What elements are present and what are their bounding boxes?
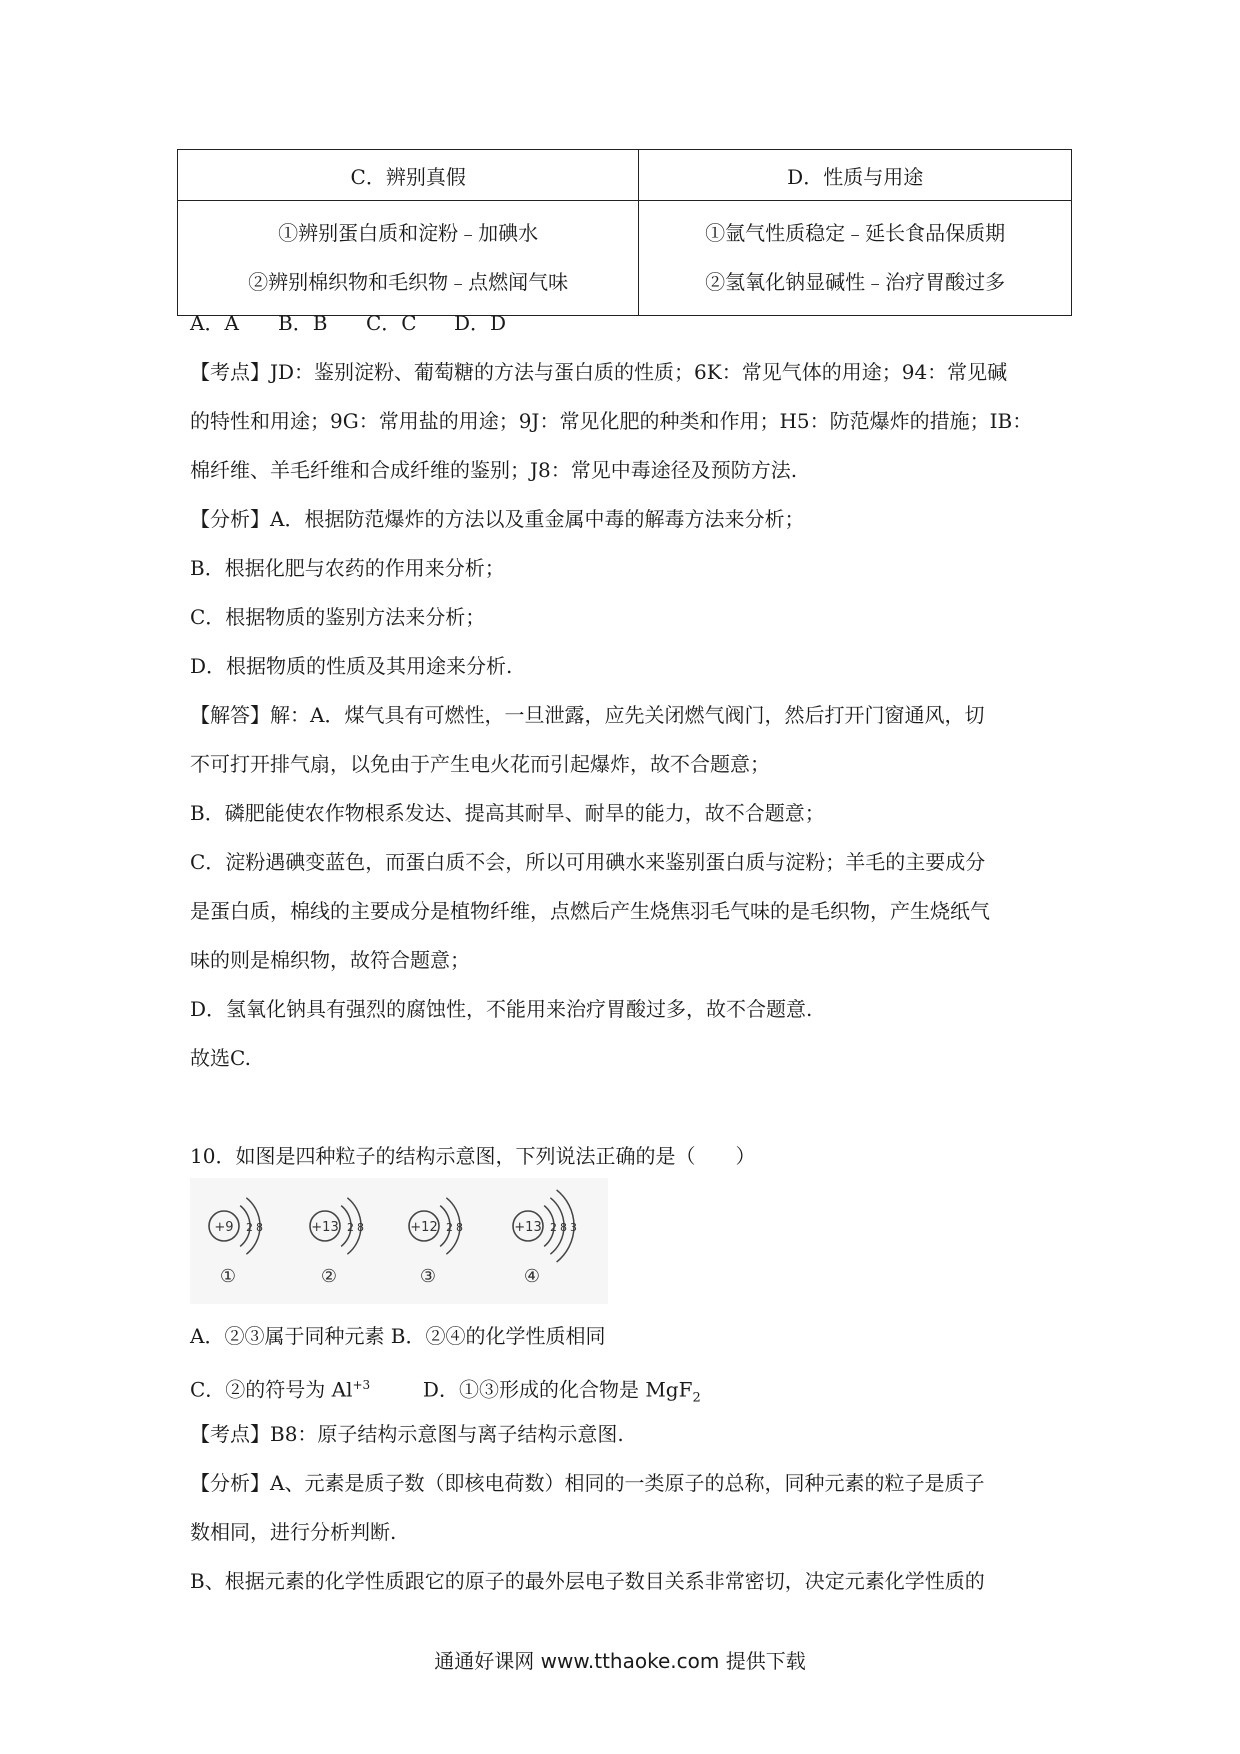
electron-count: 8 [560,1221,567,1234]
choice-c-text: C．②的符号为 Al [190,1377,353,1402]
table-line: ①辨别蛋白质和淀粉﹣加碘水 [278,221,539,245]
q9-kaodian-line: 【考点】JD：鉴别淀粉、葡萄糖的方法与蛋白质的性质；6K：常见气体的用途；94：常见碱 [190,360,1008,384]
q9-jieda-line: 是蛋白质，棉线的主要成分是植物纤维，点燃后产生烧焦羽毛气味的是毛织物，产生烧纸气 [190,899,990,923]
diagram-background [190,1178,608,1304]
electron-count: 3 [570,1221,577,1234]
q10-fenxi-line: B、根据元素的化学性质跟它的原子的最外层电子数目关系非常密切，决定元素化学性质的 [190,1569,985,1593]
choice-d-text: D．①③形成的化合物是 MgF [422,1377,693,1402]
choice-b: B．B [278,311,328,335]
electron-count: 2 [446,1221,453,1234]
electron-count: 2 [246,1221,253,1234]
q9-fenxi-line: D．根据物质的性质及其用途来分析. [190,654,513,678]
table-line: ①氩气性质稳定﹣延长食品保质期 [705,221,1006,245]
q9-jieda-line: D．氢氧化钠具有强烈的腐蚀性，不能用来治疗胃酸过多，故不合题意. [190,997,813,1021]
q9-choices [190,309,506,337]
q9-jieda-line: 【解答】解：A．煤气具有可燃性，一旦泄露，应先关闭燃气阀门，然后打开门窗通风，切 [190,703,985,727]
electron-count: 8 [456,1221,463,1234]
particle-label: ② [320,1266,338,1287]
particle-label: ③ [419,1266,437,1287]
electron-count: 8 [357,1221,364,1234]
nucleus-charge: +13 [311,1220,339,1235]
table-header-row [178,150,1072,201]
table-body-row [178,201,1072,316]
q9-fenxi-line: C．根据物质的鉴别方法来分析； [190,605,486,629]
choice-c: C．C [366,311,417,335]
nucleus-charge: +12 [410,1220,438,1235]
electron-count: 2 [550,1221,557,1234]
q10-choices-cd [190,1371,701,1413]
q9-jieda-line: 味的则是棉织物，故符合题意； [190,948,470,972]
choice-d-subscript: 2 [692,1390,701,1406]
page-footer: 通通好课网 www.tthaoke.com 提供下载 [434,1649,806,1673]
table-line: ②氢氧化钠显碱性﹣治疗胃酸过多 [705,270,1006,294]
q9-fenxi-line: B．根据化肥与农药的作用来分析； [190,556,505,580]
particle-structure-diagram [190,1178,608,1304]
q9-jieda-line: C．淀粉遇碘变蓝色，而蛋白质不会，所以可用碘水来鉴别蛋白质与淀粉；羊毛的主要成分 [190,850,986,874]
choice-d: D．D [454,311,507,335]
q9-kaodian-line: 棉纤维、羊毛纤维和合成纤维的鉴别；J8：常见中毒途径及预防方法. [190,458,798,482]
electron-count: 2 [347,1221,354,1234]
q10-fenxi-line: 数相同，进行分析判断. [190,1520,397,1544]
q10-stem: 10．如图是四种粒子的结构示意图，下列说法正确的是（ ） [190,1144,756,1168]
q10-fenxi-line: 【分析】A、元素是质子数（即核电荷数）相同的一类原子的总称，同种元素的粒子是质子 [190,1471,985,1495]
q9-fenxi-line: 【分析】A．根据防范爆炸的方法以及重金属中毒的解毒方法来分析； [190,507,805,531]
nucleus-charge: +9 [214,1220,234,1235]
particle-label: ④ [523,1266,541,1287]
q9-jieda-line: 不可打开排气扇，以免由于产生电火花而引起爆炸，故不合题意； [190,752,770,776]
particle-label: ① [219,1266,237,1287]
q9-answer-line: 故选C. [190,1046,251,1070]
choice-a: A．A [190,311,239,335]
table-cell-d [639,201,1072,316]
table-header-c: C．辨别真假 [178,150,639,201]
q9-kaodian-line: 的特性和用途；9G：常用盐的用途；9J：常见化肥的种类和作用；H5：防范爆炸的措施；IB： [190,409,1033,433]
electron-count: 8 [256,1221,263,1234]
q10-choices-ab: A．②③属于同种元素 B．②④的化学性质相同 [190,1324,606,1348]
q10-kaodian: 【考点】B8：原子结构示意图与离子结构示意图. [190,1422,624,1446]
q9-jieda-line: B．磷肥能使农作物根系发达、提高其耐旱、耐旱的能力，故不合题意； [190,801,825,825]
options-table [177,149,1072,316]
table-line: ②辨别棉织物和毛织物﹣点燃闻气味 [248,270,569,294]
choice-c-charge: +3 [352,1378,371,1392]
table-header-d: D．性质与用途 [639,150,1072,201]
table-cell-c [178,201,639,316]
nucleus-charge: +13 [514,1220,542,1235]
